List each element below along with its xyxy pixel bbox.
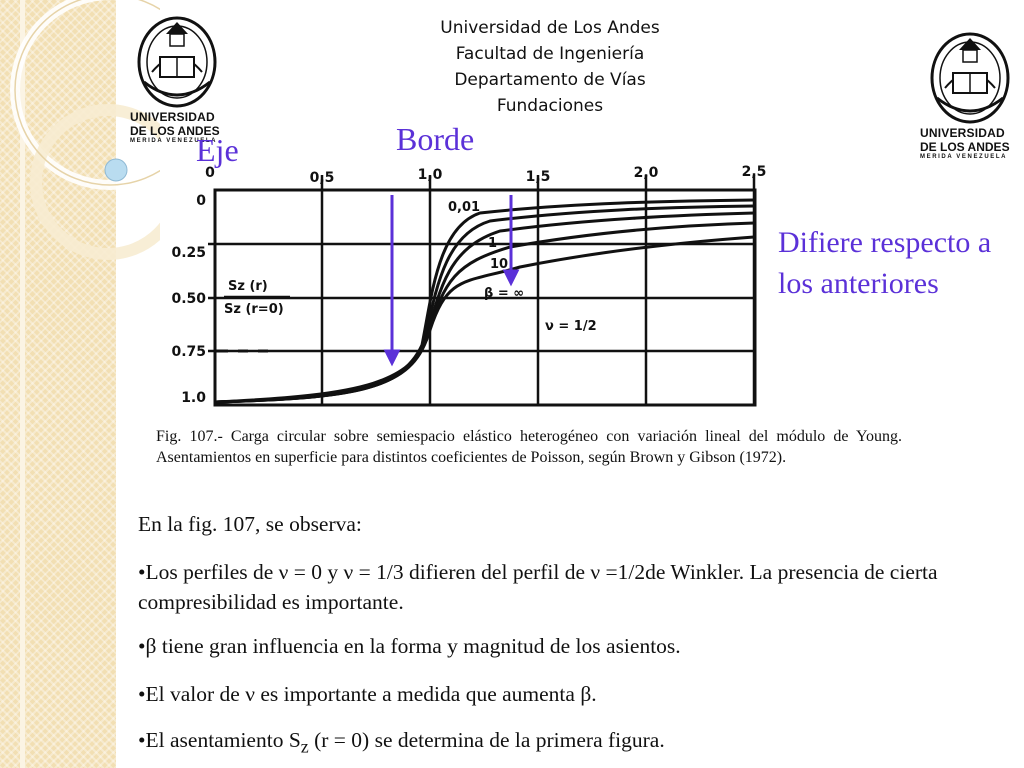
y-tick-label: 1.0 <box>181 390 206 406</box>
curve <box>216 223 754 402</box>
x-tick-label: 2,0 <box>633 165 659 181</box>
body-intro: En la fig. 107, se observa: <box>138 512 362 536</box>
header-department: Departamento de Vías <box>454 70 646 90</box>
y-tick-label: 0 <box>196 193 206 209</box>
seal-emblem-icon <box>130 12 230 108</box>
logo-line-2: DE LOS ANDES <box>130 124 220 138</box>
curve <box>216 237 754 402</box>
header-subject: Fundaciones <box>496 96 604 116</box>
header-faculty: Facultad de Ingeniería <box>455 44 645 64</box>
curve <box>216 200 754 402</box>
logo-line-3: MERIDA VENEZUELA <box>920 154 1008 160</box>
x-tick-label: 1,5 <box>525 169 551 185</box>
nu-label: ν = 1/2 <box>545 319 597 334</box>
y-tick-label: 0.50 <box>171 291 206 307</box>
x-tick-label: 2,5 <box>741 164 767 180</box>
bullet-4 <box>138 728 1008 757</box>
ylabel-numerator: Sz (r) <box>228 279 268 294</box>
bullet-4-sub: z <box>300 736 309 757</box>
seal-emblem-icon <box>920 28 1020 124</box>
bullet-2: •β tiene gran influencia en la forma y magnitud de los asientos. <box>138 634 681 658</box>
label-eje: Eje <box>196 132 239 168</box>
x-tick-label: 1,0 <box>417 167 443 183</box>
curve <box>216 206 754 402</box>
x-tick-label: 0,5 <box>309 170 335 186</box>
bullet-1: •Los perfiles de ν = 0 y ν = 1/3 difieren del perfil de ν =1/2de Winkler. La presencia de cierta compresibilidad es importante. <box>138 560 938 614</box>
curve-label: β = ∞ <box>484 286 525 301</box>
arrow-eje-head <box>386 351 398 363</box>
university-logo-right <box>920 28 1020 188</box>
header-university: Universidad de Los Andes <box>440 18 660 38</box>
bullet-4-post: (r = 0) se determina de la primera figura. <box>308 728 665 752</box>
y-tick-label: 0.75 <box>171 344 206 360</box>
logo-line-1: UNIVERSIDAD <box>130 110 215 124</box>
logo-line-2: DE LOS ANDES <box>920 140 1010 154</box>
curve-label: 1 <box>488 236 498 251</box>
bullet-3: •El valor de ν es importante a medida que aumenta β. <box>138 682 597 706</box>
curve-label: 0,01 <box>448 200 481 215</box>
logo-line-3: MERIDA VENEZUELA <box>130 138 218 144</box>
blue-dot <box>105 159 127 181</box>
label-borde: Borde <box>396 121 475 157</box>
page-header <box>380 15 720 119</box>
curve-label: 10 <box>490 257 509 272</box>
arrow-borde-head <box>505 271 517 283</box>
curve <box>216 213 754 402</box>
label-difiere: Difiere respecto a los anteriores <box>778 226 992 300</box>
x-tick-label: 0 <box>205 165 215 181</box>
ylabel-denominator: Sz (r=0) <box>224 302 284 317</box>
y-tick-label: 0.25 <box>171 245 206 261</box>
logo-line-1: UNIVERSIDAD <box>920 126 1005 140</box>
figure-caption: Fig. 107.- Carga circular sobre semiespacio elástico heterogéneo con variación lineal del módulo de Young. Asentamientos en superficie para distintos coeficientes de Poisson, según Brown y Gibson (1972). <box>156 428 902 466</box>
bullet-4-pre: •El asentamiento S <box>138 728 301 752</box>
settlement-figure <box>150 155 780 420</box>
